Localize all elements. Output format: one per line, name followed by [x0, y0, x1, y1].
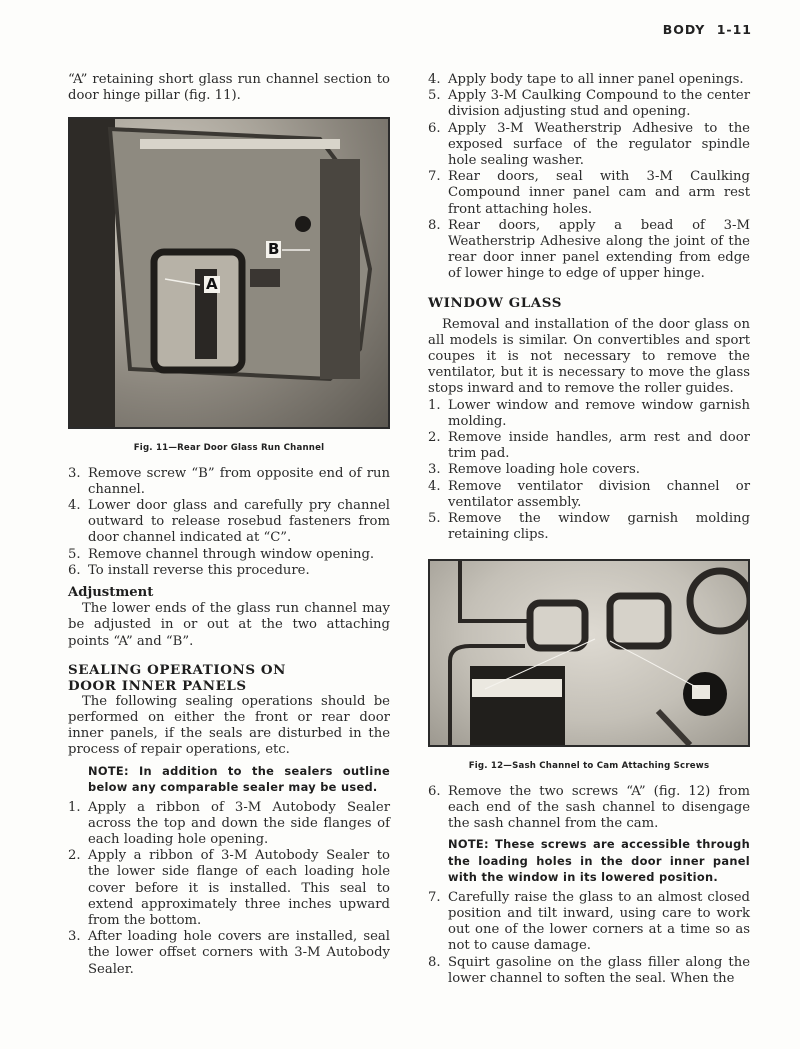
list-item: 4. Lower door glass and carefully pry channel outward to release rosebud fasteners from door channel indicated at “C”.: [68, 498, 390, 546]
sealing-steps-continued: [428, 72, 750, 283]
figure-12-caption: Fig. 12—Sash Channel to Cam Attaching Screws: [468, 761, 710, 772]
screws-note: NOTE: These screws are accessible through the loading holes in the door inner panel with the window in its lowered position.: [448, 837, 750, 885]
figure-11-photo: [68, 117, 390, 429]
glass-run-channel-steps: [68, 466, 390, 579]
window-glass-steps-continued: [428, 784, 750, 833]
access-hole: [295, 216, 311, 232]
list-item: 3. Remove screw “B” from opposite end of run channel.: [68, 465, 390, 497]
window-glass-steps: [428, 398, 750, 544]
page-number: 1-11: [716, 22, 752, 37]
sash-channel-illustration: [430, 561, 748, 745]
door-edge: [320, 159, 360, 379]
cam-bracket-left: [530, 603, 585, 648]
sealing-steps: [68, 800, 390, 978]
list-item: 2. Apply a ribbon of 3-M Autobody Sealer to the lower side flange of each loading hole cover before it is installed. This seal to extend approximately three inches upward from the bottom.: [68, 848, 390, 929]
window-glass-heading: WINDOW GLASS: [428, 294, 563, 311]
list-item: 2. Remove inside handles, arm rest and door trim pad.: [428, 430, 750, 462]
sash-channel: [472, 679, 562, 697]
list-item: 3. Remove loading hole covers.: [428, 462, 640, 478]
list-item: 8. Squirt gasoline on the glass filler along the lower channel to soften the seal. When the: [428, 954, 750, 986]
window-glass-paragraph: Removal and installation of the door glass on all models is similar. On convertibles and sport coupes it is not necessary to remove the ventilator, but it is necessary to move the glass stops inward and to remove the roller guides.: [428, 316, 750, 397]
list-item: 6. Remove the two screws “A” (fig. 12) from each end of the sash channel to disengage the sash channel from the cam.: [428, 783, 750, 832]
list-item: 7. Carefully raise the glass to an almost closed position and tilt inward, using care to work out one of the lower corners at a time so as not to cause damage.: [428, 889, 750, 954]
figure-12-photo: [428, 559, 750, 747]
right-column: [428, 72, 750, 987]
list-item: 8. Rear doors, apply a bead of 3-M Weatherstrip Adhesive along the joint of the rear door inner panel extending from edge of lower hinge to edge of upper hinge.: [428, 217, 750, 282]
sealing-heading: SEALING OPERATIONS ON DOOR INNER PANELS: [68, 661, 286, 694]
cam-bracket-right: [610, 596, 668, 646]
panel-ring: [690, 571, 748, 631]
list-item: 5. Apply 3-M Caulking Compound to the center division adjusting stud and opening.: [428, 88, 750, 120]
figure-11-caption: Fig. 11—Rear Door Glass Run Channel: [133, 443, 325, 454]
adjustment-paragraph: The lower ends of the glass run channel may be adjusted in or out at the two attaching points “A” and “B”.: [68, 601, 390, 649]
intro-paragraph: “A” retaining short glass run channel section to door hinge pillar (fig. 11).: [68, 72, 390, 104]
rear-door-illustration: [70, 119, 388, 427]
sealer-note: NOTE: In addition to the sealers outline below any comparable sealer may be used.: [88, 763, 390, 795]
regulator-arm: [658, 711, 690, 745]
callout-a: A: [206, 275, 218, 294]
section-title: BODY: [662, 22, 706, 37]
screw-head: [692, 685, 710, 699]
page-header: [663, 22, 752, 37]
list-item: 1. Apply a ribbon of 3-M Autobody Sealer across the top and down the side flanges of each loading hole opening.: [68, 799, 390, 848]
callout-b: B: [268, 240, 280, 259]
list-item: 1. Lower window and remove window garnish molding.: [428, 397, 750, 429]
list-item: 6. To install reverse this procedure.: [68, 562, 310, 578]
adjustment-heading: Adjustment: [68, 585, 154, 601]
list-item: 3. After loading hole covers are installed, seal the lower offset corners with 3-M Autobody Sealer.: [68, 929, 390, 977]
window-glass-steps-final: [428, 890, 750, 987]
loading-hole-opening: [470, 666, 565, 745]
list-item: 6. Apply 3-M Weatherstrip Adhesive to the exposed surface of the regulator spindle hole sealing washer.: [428, 120, 750, 169]
list-item: 4. Remove ventilator division channel or ventilator assembly.: [428, 478, 750, 510]
list-item: 4. Apply body tape to all inner panel openings.: [428, 72, 744, 87]
upper-frame-rail: [140, 139, 340, 149]
list-item: 5. Remove channel through window opening.: [68, 546, 375, 562]
sealing-paragraph: The following sealing operations should be performed on either the front or rear door inner panels, if the seals are disturbed in the process of repair operations, etc.: [68, 693, 390, 758]
hinge-pillar-shadow: [70, 119, 115, 427]
list-item: 7. Rear doors, seal with 3-M Caulking Compound inner panel cam and arm rest front attaching holes.: [428, 169, 750, 217]
left-column: [68, 72, 390, 978]
panel-plug: [250, 269, 280, 287]
list-item: 5. Remove the window garnish molding retaining clips.: [428, 511, 750, 543]
